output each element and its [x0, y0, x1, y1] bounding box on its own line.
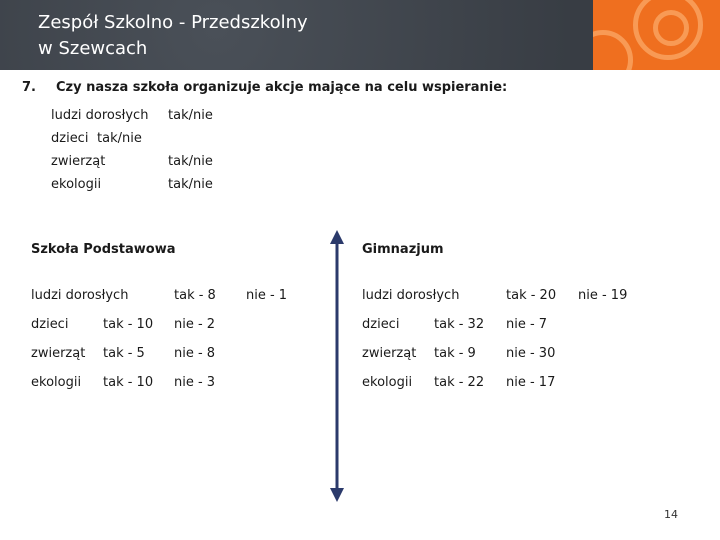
option-answer: tak/nie: [97, 131, 142, 146]
question-number: 7.: [22, 80, 36, 95]
gymnasium-row-tak: tak - 9: [434, 346, 476, 361]
option-answer: tak/nie: [168, 177, 213, 192]
page-number: 14: [664, 508, 678, 521]
slide-title-line-2: w Szewcach: [38, 38, 148, 59]
option-answer: tak/nie: [168, 108, 213, 123]
slide-title: [38, 10, 308, 62]
question-text: Czy nasza szkoła organizuje akcje mające na celu wspieranie:: [56, 80, 508, 95]
gymnasium-row-label: ludzi dorosłych: [362, 288, 460, 303]
gymnasium-row-nie: nie - 30: [506, 346, 556, 361]
gymnasium-row-nie: nie - 7: [506, 317, 548, 332]
primary-row-label: ludzi dorosłych: [31, 288, 129, 303]
double-arrow-divider-icon: [328, 230, 346, 502]
primary-row-nie: nie - 1: [246, 288, 288, 303]
option-label: zwierząt: [51, 154, 106, 169]
primary-row-tak: tak - 10: [103, 375, 154, 390]
primary-row-nie: nie - 8: [174, 346, 216, 361]
gymnasium-heading: Gimnazjum: [362, 242, 444, 257]
gymnasium-row-tak: tak - 22: [434, 375, 485, 390]
primary-row-tak: tak - 5: [103, 346, 145, 361]
primary-school-heading: Szkoła Podstawowa: [31, 242, 176, 257]
gymnasium-row-nie: nie - 19: [578, 288, 628, 303]
orange-accent-panel: [593, 0, 720, 70]
primary-row-label: zwierząt: [31, 346, 86, 361]
gymnasium-row-tak: tak - 32: [434, 317, 485, 332]
slide-title-line-1: Zespół Szkolno - Przedszkolny: [38, 12, 308, 33]
primary-row-tak: tak - 8: [174, 288, 216, 303]
primary-row-nie: nie - 3: [174, 375, 216, 390]
gymnasium-row-tak: tak - 20: [506, 288, 557, 303]
gymnasium-row-label: zwierząt: [362, 346, 417, 361]
gymnasium-row-label: dzieci: [362, 317, 400, 332]
gymnasium-row-nie: nie - 17: [506, 375, 556, 390]
option-label: ludzi dorosłych: [51, 108, 149, 123]
option-label: dzieci: [51, 131, 89, 146]
option-answer: tak/nie: [168, 154, 213, 169]
primary-row-label: dzieci: [31, 317, 69, 332]
option-label: ekologii: [51, 177, 102, 192]
primary-row-tak: tak - 10: [103, 317, 154, 332]
gymnasium-row-label: ekologii: [362, 375, 413, 390]
slide-header: [0, 0, 720, 70]
primary-row-nie: nie - 2: [174, 317, 216, 332]
primary-row-label: ekologii: [31, 375, 82, 390]
